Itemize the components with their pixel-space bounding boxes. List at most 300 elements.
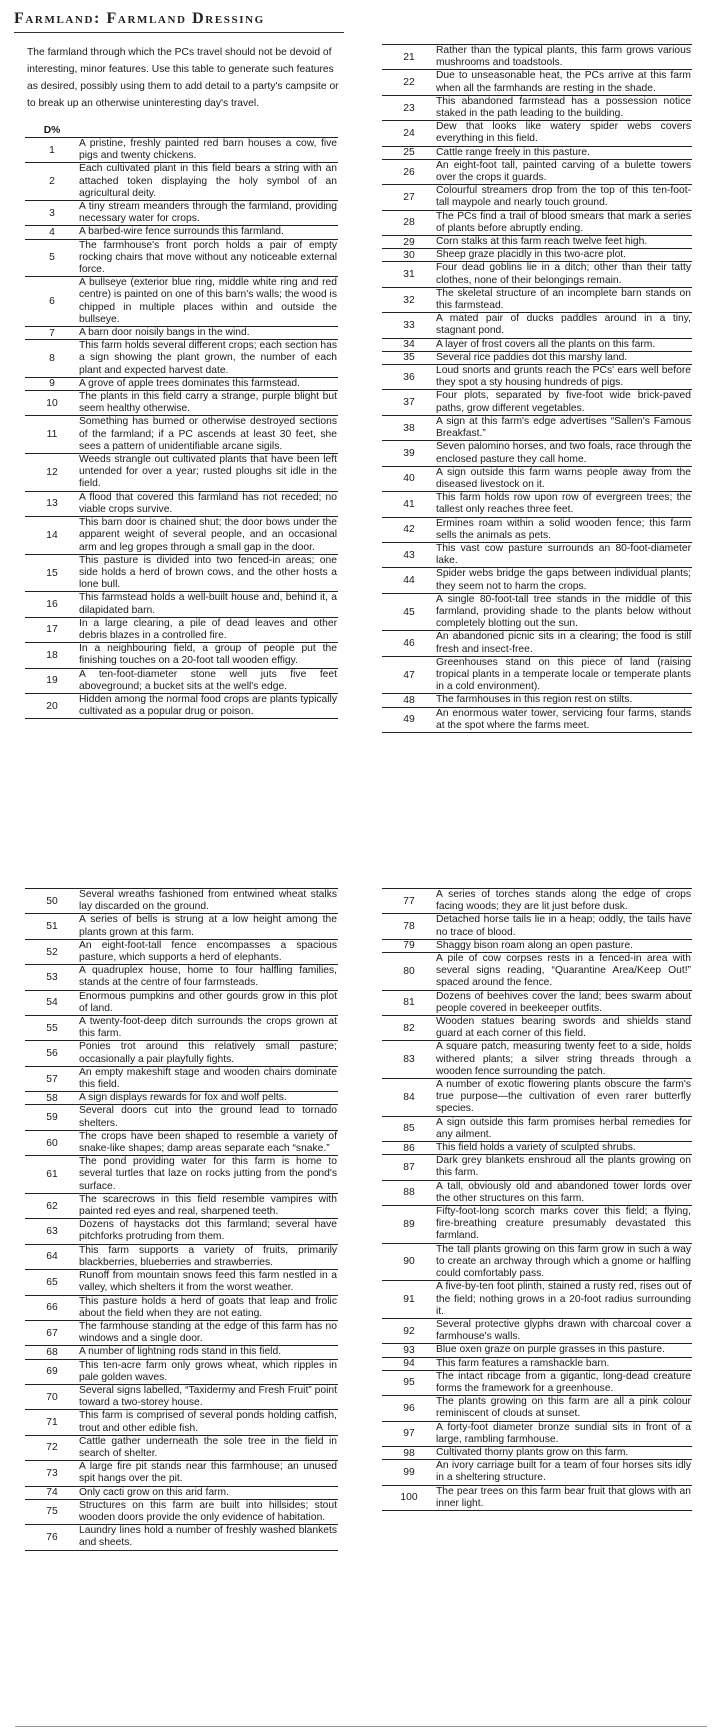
table-row — [382, 185, 692, 210]
roll-number: 35 — [403, 352, 415, 364]
table-row — [25, 201, 338, 226]
feature-text: Several protective glyphs drawn with charcoal cover a farmhouse's walls. — [436, 1318, 691, 1343]
title-block — [14, 8, 704, 33]
roll-number: 11 — [46, 429, 58, 441]
roll-number: 100 — [400, 1492, 418, 1504]
feature-text: A series of torches stands along the edge of crops facing woods; they are lit just before dusk. — [436, 889, 691, 913]
roll-number: 25 — [403, 147, 415, 159]
feature-text: An eight-foot tall, painted carving of a bulette towers over the crops it guards. — [436, 159, 691, 184]
table-row — [25, 618, 338, 643]
table-row — [382, 1460, 692, 1485]
feature-text: Several wreaths fashioned from entwined wheat stalks lay discarded on the ground. — [79, 889, 337, 913]
feature-text: A ten-foot-diameter stone well juts five feet aboveground; a bucket sits at the well's edge. — [79, 668, 337, 692]
roll-number: 88 — [403, 1187, 415, 1199]
feature-text: A tiny stream meanders through the farmland, providing necessary water for crops. — [79, 201, 337, 225]
feature-text: Sheep graze placidly in this two-acre plot. — [436, 249, 627, 261]
table-row — [25, 1245, 338, 1270]
roll-number: 63 — [46, 1225, 58, 1237]
table-row — [25, 1500, 338, 1525]
feature-text: Several doors cut into the ground lead to tornado shelters. — [79, 1105, 337, 1129]
table-row — [382, 249, 692, 262]
table-row — [382, 1016, 692, 1041]
table-row — [382, 45, 692, 70]
roll-number: 91 — [403, 1294, 415, 1306]
feature-text: Something has burned or otherwise destroyed sections of the farmland; if a PC ascends at least 30 feet, she sees a pattern of unidentifiable arcane sigils. — [79, 416, 337, 452]
roll-number: 45 — [403, 606, 415, 618]
table-row — [382, 1155, 692, 1180]
table-row — [25, 277, 338, 327]
table-row — [25, 889, 338, 914]
feature-text: Dozens of beehives cover the land; bees swarm about people covered in beekeeper outfits. — [436, 990, 691, 1014]
feature-text: A single 80-foot-tall tree stands in the middle of this farmland, providing shade to the plants below without completely blotting out the sun. — [436, 593, 691, 630]
table-row — [25, 240, 338, 278]
feature-text: A sign at this farm's edge advertises “Sallen's Famous Breakfast.” — [436, 415, 691, 440]
feature-text: Enormous pumpkins and other gourds grow in this plot of land. — [79, 990, 337, 1014]
table-row — [382, 160, 692, 185]
table-row — [382, 914, 692, 939]
roll-number: 96 — [403, 1402, 415, 1414]
feature-text: This barn door is chained shut; the door bows under the apparent weight of several people, and an occasional arm and leg gropes through a small gap in the door. — [79, 517, 337, 553]
roll-number: 12 — [46, 466, 58, 478]
table-row — [25, 454, 338, 492]
page-bottom-rule — [15, 1726, 707, 1727]
roll-number: 72 — [46, 1442, 58, 1454]
roll-number: 9 — [49, 378, 55, 390]
roll-number: 30 — [403, 249, 415, 261]
table-row — [25, 1360, 338, 1385]
feature-text: The scarecrows in this field resemble vampires with painted red eyes and real, sharpened teeth. — [79, 1193, 337, 1218]
roll-number: 52 — [46, 946, 58, 958]
roll-number: 13 — [46, 498, 58, 510]
feature-text: Spider webs bridge the gaps between individual plants; they seem not to harm the crops. — [436, 568, 691, 592]
table-row — [382, 70, 692, 95]
feature-text: The intact ribcage from a gigantic, long-dead creature forms the framework for a greenhouse. — [436, 1370, 691, 1394]
feature-text: The farmhouse's front porch holds a pair of empty rocking chairs that move without any noticeable external force. — [79, 239, 337, 276]
feature-text: This pasture holds a herd of goats that leap and frolic about the field when they are not eating. — [79, 1295, 337, 1319]
roll-number: 99 — [403, 1466, 415, 1478]
roll-number: 92 — [403, 1325, 415, 1337]
feature-text: This farm supports a variety of fruits, primarily blackberries, blueberries and strawberries. — [79, 1244, 337, 1268]
feature-text: The pond providing water for this farm is home to several turtles that laze on rocks jutting from the pond's surface. — [79, 1156, 337, 1192]
table-row — [25, 1016, 338, 1041]
feature-text: A large fire pit stands near this farmhouse; an unused spit hangs over the pit. — [79, 1461, 337, 1485]
roll-number: 75 — [46, 1506, 58, 1518]
table-row — [382, 543, 692, 568]
table-row — [25, 1385, 338, 1410]
feature-text: A barbed-wire fence surrounds this farmland. — [79, 226, 284, 238]
feature-text: An ivory carriage built for a team of four horses sits idly in a sheltering structure. — [436, 1460, 691, 1484]
table-row — [382, 313, 692, 338]
feature-text: The plants growing on this farm are all a pink colour reminiscent of clouds at sunset. — [436, 1396, 691, 1420]
roll-number: 48 — [403, 694, 415, 706]
feature-text: Loud snorts and grunts reach the PCs' ears well before they spot a sty housing hundreds of pigs. — [436, 365, 691, 389]
feature-text: Dark grey blankets enshroud all the plants growing on this farm. — [436, 1155, 691, 1179]
roll-number: 60 — [46, 1137, 58, 1149]
feature-text: Structures on this farm are built into hillsides; stout wooden doors provide the only evidence of habitation. — [79, 1499, 337, 1523]
table-row — [382, 1422, 692, 1447]
table-row — [382, 1344, 692, 1357]
roll-number: 74 — [46, 1487, 58, 1499]
roll-number: 42 — [403, 524, 415, 536]
table-row — [382, 416, 692, 441]
table-row — [382, 467, 692, 492]
feature-text: The crops have been shaped to resemble a variety of snake-like shapes; damp areas separate each “snake.” — [79, 1130, 337, 1155]
table-row — [382, 211, 692, 236]
roll-number: 64 — [46, 1251, 58, 1263]
table-row — [25, 378, 338, 391]
feature-text: A barn door noisily bangs in the wind. — [79, 327, 250, 339]
roll-number: 26 — [403, 166, 415, 178]
table-row — [382, 1447, 692, 1460]
roll-number: 59 — [46, 1112, 58, 1124]
roll-number: 84 — [403, 1091, 415, 1103]
feature-text: An abandoned picnic sits in a clearing; the food is still fresh and insect-free. — [436, 631, 691, 655]
roll-number: 95 — [403, 1377, 415, 1389]
feature-text: A bullseye (exterior blue ring, middle white ring and red centre) is painted on one of this barn's walls; the wood is chipped in multiple places within and outside the bullseye. — [79, 277, 337, 325]
roll-number: 14 — [46, 529, 58, 541]
feature-text: A sign displays rewards for fox and wolf pelts. — [79, 1092, 287, 1104]
feature-text: Several rice paddies dot this marshy land. — [436, 351, 628, 363]
roll-number: 83 — [403, 1054, 415, 1066]
roll-number: 24 — [403, 127, 415, 139]
feature-text: Ponies trot around this relatively small pasture; occasionally a pair playfully fights. — [79, 1041, 337, 1065]
table-row — [382, 889, 692, 914]
roll-number: 28 — [403, 217, 415, 229]
roll-number: 50 — [46, 895, 58, 907]
roll-number: 67 — [46, 1327, 58, 1339]
table-row — [382, 694, 692, 707]
table-row — [25, 694, 338, 719]
table-row — [382, 1117, 692, 1142]
roll-number: 97 — [403, 1428, 415, 1440]
table-row — [25, 163, 338, 201]
roll-number: 77 — [403, 895, 415, 907]
roll-number: 79 — [403, 940, 415, 952]
roll-number: 8 — [49, 353, 55, 365]
feature-text: Each cultivated plant in this field bears a string with an attached token displaying the holy symbol of an agricultural deity. — [79, 163, 337, 199]
roll-number: 56 — [46, 1048, 58, 1060]
table-row — [25, 517, 338, 555]
roll-number: 62 — [46, 1200, 58, 1212]
table-row — [25, 1525, 338, 1550]
table-row — [25, 416, 338, 454]
table-row — [382, 96, 692, 121]
feature-text: The PCs find a trail of blood smears that mark a series of plants before abruptly ending. — [436, 210, 691, 234]
table-row — [25, 555, 338, 593]
feature-text: This farmstead holds a well-built house and, behind it, a dilapidated barn. — [79, 592, 337, 616]
roll-number: 23 — [403, 102, 415, 114]
feature-text: Four dead goblins lie in a ditch; other than their tatty clothes, none of their belongings remain. — [436, 262, 691, 286]
feature-text: A pile of cow corpses rests in a fenced-in area with several signs reading, “Quarantine Area/Keep Out!” spaced around the fence. — [436, 953, 691, 989]
roll-number: 37 — [403, 397, 415, 409]
table-row — [382, 1206, 692, 1244]
table-row — [382, 1486, 692, 1511]
feature-text: Wooden statues bearing swords and shields stand guard at each corner of this field. — [436, 1016, 691, 1040]
feature-text: A pristine, freshly painted red barn houses a cow, five pigs and twenty chickens. — [79, 138, 337, 162]
table-row — [25, 1270, 338, 1295]
roll-number: 54 — [46, 997, 58, 1009]
feature-text: In a large clearing, a pile of dead leaves and other debris blazes in a controlled fire. — [79, 617, 337, 641]
table-row — [382, 518, 692, 543]
feature-text: Corn stalks at this farm reach twelve feet high. — [436, 236, 648, 248]
table-row — [25, 1461, 338, 1486]
table-row — [25, 1296, 338, 1321]
feature-text: In a neighbouring field, a group of people put the finishing touches on a 20-foot tall wooden effigy. — [79, 643, 337, 667]
table-row — [25, 1487, 338, 1500]
table-row — [25, 991, 338, 1016]
table-row — [25, 1156, 338, 1194]
roll-number: 29 — [403, 236, 415, 248]
feature-text: Dozens of haystacks dot this farmland; several have pitchforks protruding from them. — [79, 1219, 337, 1243]
table-row — [382, 1358, 692, 1371]
feature-text: Fifty-foot-long scorch marks cover this field; a flying, fire-breathing creature presumably devastated this farmland. — [436, 1206, 691, 1242]
roll-number: 36 — [403, 371, 415, 383]
feature-text: A layer of frost covers all the plants on this farm. — [436, 338, 656, 350]
table-row — [25, 340, 338, 378]
feature-text: Due to unseasonable heat, the PCs arrive at this farm when all the farmhands are resting in the shade. — [436, 70, 691, 94]
feature-text: Blue oxen graze on purple grasses in this pasture. — [436, 1344, 665, 1356]
feature-text: Colourful streamers drop from the top of this ten-foot-tall maypole and nearly touch ground. — [436, 185, 691, 209]
feature-text: An empty makeshift stage and wooden chairs dominate this field. — [79, 1066, 337, 1091]
roll-number: 40 — [403, 473, 415, 485]
feature-text: Greenhouses stand on this piece of land (raising tropical plants in a temperate locale or temperate plants in a cold environment). — [436, 656, 691, 693]
feature-text: A series of bells is strung at a low height among the plants grown at this farm. — [79, 914, 337, 938]
feature-text: Ermines roam within a solid wooden fence; this farm sells the animals as pets. — [436, 517, 691, 541]
feature-text: Only cacti grow on this arid farm. — [79, 1486, 229, 1498]
roll-number: 71 — [46, 1417, 58, 1429]
feature-text: A number of lightning rods stand in this field. — [79, 1346, 282, 1358]
feature-text: Cultivated thorny plants grow on this farm. — [436, 1446, 629, 1458]
roll-number: 98 — [403, 1447, 415, 1459]
roll-number: 7 — [49, 327, 55, 339]
roll-number: 76 — [46, 1531, 58, 1543]
roll-number: 73 — [46, 1467, 58, 1479]
table-row — [25, 914, 338, 939]
feature-text: The farmhouse standing at the edge of this farm has no windows and a single door. — [79, 1320, 337, 1345]
roll-number: 55 — [46, 1022, 58, 1034]
feature-text: An enormous water tower, servicing four farms, stands at the spot where the farms meet. — [436, 707, 691, 731]
table-row — [382, 236, 692, 249]
table-row — [25, 1105, 338, 1130]
table-block-1-20 — [25, 123, 338, 719]
feature-text: This abandoned farmstead has a possession notice staked in the path leading to the building. — [436, 95, 691, 120]
roll-number: 70 — [46, 1391, 58, 1403]
roll-number: 69 — [46, 1366, 58, 1378]
feature-text: Cattle gather underneath the sole tree in the field in search of shelter. — [79, 1435, 337, 1459]
feature-text: Cattle range freely in this pasture. — [436, 146, 590, 158]
roll-number: 6 — [49, 296, 55, 308]
roll-number: 51 — [46, 921, 58, 933]
roll-number: 61 — [46, 1169, 58, 1181]
feature-text: A sign outside this farm warns people away from the diseased livestock on it. — [436, 466, 691, 490]
table-header-row — [25, 123, 338, 138]
table-row — [382, 1319, 692, 1344]
table-block-50-76 — [25, 888, 338, 1551]
roll-number: 21 — [403, 51, 415, 63]
feature-text: The pear trees on this farm bear fruit that glows with an inner light. — [436, 1485, 691, 1509]
feature-text: Detached horse tails lie in a heap; oddly, the tails have no trace of blood. — [436, 914, 691, 938]
table-row — [382, 1396, 692, 1421]
feature-text: Dew that looks like watery spider webs covers everything in this field. — [436, 121, 691, 145]
table-row — [25, 226, 338, 239]
table-row — [382, 708, 692, 733]
roll-number: 53 — [46, 971, 58, 983]
roll-number: 58 — [46, 1092, 58, 1104]
roll-number: 68 — [46, 1346, 58, 1358]
roll-number: 93 — [403, 1344, 415, 1356]
roll-number: 20 — [46, 700, 58, 712]
feature-text: This field holds a variety of sculpted shrubs. — [436, 1142, 636, 1154]
feature-text: Laundry lines hold a number of freshly washed blankets and sheets. — [79, 1525, 337, 1549]
feature-text: This vast cow pasture surrounds an 80-foot-diameter lake. — [436, 542, 691, 567]
table-row — [382, 441, 692, 466]
roll-number: 33 — [403, 319, 415, 331]
roll-number: 22 — [403, 77, 415, 89]
feature-text: A grove of apple trees dominates this farmstead. — [79, 377, 300, 389]
feature-text: Hidden among the normal food crops are plants typically cultivated as a popular drug or poison. — [79, 693, 337, 718]
roll-number: 44 — [403, 575, 415, 587]
feature-text: The farmhouses in this region rest on stilts. — [436, 694, 633, 706]
intro-paragraph: The farmland through which the PCs travel should not be devoid of interesting, minor features. Use this table to generate such features as desired, possibly using them to add detail to a party's campsite or to break up an otherwise uninteresting day's travel. — [27, 47, 339, 109]
roll-number: 94 — [403, 1358, 415, 1370]
table-row — [25, 1041, 338, 1066]
table-block-21-49 — [382, 44, 692, 733]
roll-number: 86 — [403, 1142, 415, 1154]
feature-text: Rather than the typical plants, this farm grows various mushrooms and toadstools. — [436, 45, 691, 69]
roll-number: 78 — [403, 921, 415, 933]
table-row — [382, 953, 692, 991]
roll-number: 32 — [403, 294, 415, 306]
table-row — [382, 147, 692, 160]
table-row — [382, 365, 692, 390]
table-row — [382, 288, 692, 313]
table-row — [382, 657, 692, 695]
roll-number: 2 — [49, 176, 55, 188]
roll-number: 27 — [403, 191, 415, 203]
table-row — [382, 492, 692, 517]
table-row — [382, 1142, 692, 1155]
roll-number: 82 — [403, 1022, 415, 1034]
roll-number: 4 — [49, 227, 55, 239]
feature-text: The plants in this field carry a strange, purple blight but seem healthy otherwise. — [79, 391, 337, 415]
table-row — [382, 1281, 692, 1319]
feature-text: A square patch, measuring twenty feet to a side, holds withered plants; a silver string threads through a wooden fence surrounding the patch. — [436, 1041, 691, 1077]
roll-number: 39 — [403, 448, 415, 459]
roll-number: 85 — [403, 1123, 415, 1135]
roll-number: 87 — [403, 1161, 415, 1173]
table-row — [25, 1346, 338, 1359]
table-row — [382, 1181, 692, 1206]
table-row — [382, 1371, 692, 1396]
feature-text: Several signs labelled, “Taxidermy and Fresh Fruit” point toward a two-storey house. — [79, 1384, 337, 1409]
roll-number: 43 — [403, 549, 415, 561]
table-row — [382, 339, 692, 352]
table-row — [25, 492, 338, 517]
feature-text: This farm features a ramshackle barn. — [436, 1357, 610, 1369]
table-row — [25, 669, 338, 694]
feature-text: A sign outside this farm promises herbal remedies for any ailment. — [436, 1116, 691, 1140]
feature-text: Runoff from mountain snows feed this farm nestled in a valley, which shelters it from the worst weather. — [79, 1270, 337, 1294]
feature-text: A twenty-foot-deep ditch surrounds the crops grown at this farm. — [79, 1016, 337, 1040]
roll-number: 1 — [49, 144, 55, 156]
table-row — [25, 1092, 338, 1105]
table-row — [25, 1219, 338, 1244]
roll-number: 18 — [46, 649, 58, 661]
table-row — [382, 1079, 692, 1117]
feature-text: This farm holds row upon row of evergreen trees; the tallest only reaches three feet. — [436, 492, 691, 516]
table-row — [382, 568, 692, 593]
roll-number: 34 — [403, 339, 415, 351]
roll-number: 41 — [403, 498, 415, 510]
feature-text: A flood that covered this farmland has not receded; no viable crops survive. — [79, 491, 337, 515]
table-row — [382, 262, 692, 287]
feature-text: This farm is comprised of several ponds holding catfish, trout and other edible fish. — [79, 1410, 337, 1434]
roll-number: 65 — [46, 1276, 58, 1288]
table-row — [382, 594, 692, 632]
roll-number: 10 — [46, 397, 58, 409]
roll-number: 17 — [46, 624, 58, 636]
feature-text: An eight-foot-tall fence encompasses a spacious pasture, which supports a herd of elephants. — [79, 939, 337, 964]
page-title: Farmland: Farmland Dressing — [14, 10, 265, 27]
feature-text: This pasture is divided into two fenced-in areas; one side holds a herd of brown cows, and the other hosts a lone bull. — [79, 554, 337, 591]
header-d-percent: D% — [43, 124, 61, 136]
table-row — [382, 991, 692, 1016]
table-row — [25, 1067, 338, 1092]
table-row — [25, 1131, 338, 1156]
roll-number: 3 — [49, 207, 55, 219]
table-row — [25, 1410, 338, 1435]
roll-number: 19 — [46, 675, 58, 687]
table-row — [382, 121, 692, 146]
feature-text: Weeds strangle out cultivated plants that have been left untended for over a year; rusted ploughs sit idle in the field. — [79, 454, 337, 490]
feature-text: A five-by-ten foot plinth, stained a rusty red, rises out of the field; nothing grows in a 20-foot radius surrounding it. — [436, 1281, 691, 1317]
table-row — [25, 940, 338, 965]
table-row — [25, 643, 338, 668]
roll-number: 47 — [403, 669, 415, 681]
roll-number: 31 — [403, 269, 415, 281]
roll-number: 66 — [46, 1302, 58, 1314]
table-row — [25, 592, 338, 617]
table-row — [25, 327, 338, 340]
table-row — [25, 965, 338, 990]
table-row — [25, 1436, 338, 1461]
table-block-77-100 — [382, 888, 692, 1511]
feature-text: A mated pair of ducks paddles around in a tiny, stagnant pond. — [436, 313, 691, 337]
feature-text: Shaggy bison roam along an open pasture. — [436, 939, 633, 951]
roll-number: 89 — [403, 1218, 415, 1230]
title-underline — [14, 32, 344, 33]
feature-text: This farm holds several different crops; each section has a sign showing the plant grown, the number of each plant and expected harvest date. — [79, 340, 337, 376]
feature-text: This ten-acre farm only grows wheat, which ripples in pale golden waves. — [79, 1359, 337, 1383]
feature-text: The tall plants growing on this farm grow in such a way to create an archway through which a gnome or halfling could comfortably pass. — [436, 1243, 691, 1280]
feature-text: The skeletal structure of an incomplete barn stands on this farmstead. — [436, 287, 691, 312]
roll-number: 80 — [403, 965, 415, 977]
table-row — [25, 1194, 338, 1219]
table-row — [382, 1041, 692, 1079]
roll-number: 90 — [403, 1256, 415, 1268]
feature-text: Seven palomino horses, and two foals, race through the enclosed pasture they call home. — [436, 441, 691, 465]
feature-text: A forty-foot diameter bronze sundial sits in front of a large, rambling farmhouse. — [436, 1421, 691, 1445]
feature-text: A number of exotic flowering plants obscure the farm's true purpose—the cultivation of even rarer butterfly species. — [436, 1079, 691, 1115]
roll-number: 49 — [403, 714, 415, 726]
roll-number: 81 — [403, 997, 415, 1009]
feature-text: A tall, obviously old and abandoned tower lords over the other structures on this farm. — [436, 1180, 691, 1204]
roll-number: 46 — [403, 638, 415, 650]
feature-text: Four plots, separated by five-foot wide brick-paved paths, grow different vegetables. — [436, 390, 691, 414]
table-row — [382, 940, 692, 953]
table-row — [25, 138, 338, 163]
table-row — [25, 1321, 338, 1346]
